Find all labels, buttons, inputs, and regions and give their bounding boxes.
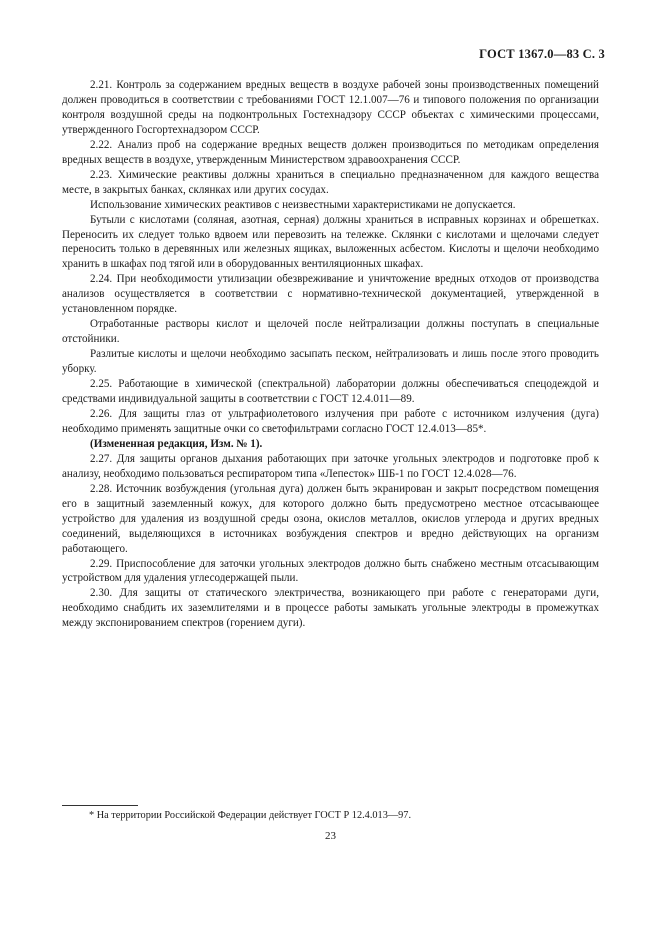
paragraph-reagents-note: Использование химических реактивов с неизвестными характеристиками не допускается.	[90, 198, 516, 211]
paragraph-acid-bottles: Бутыли с кислотами (соляная, азотная, серная) должны храниться в исправных корзинах и обрешетках. Переносить их следует только вдвоем или перевозить на тележке. Склянки с кислотами и щелочами следует переносить только в деревянных или железных ящиках, выложенных асбестом. Кислоты и щелочи необходимо хранить в шкафах под тягой или в оборудованных вентиляционных шкафах.	[62, 213, 599, 271]
paragraph-spill-cleanup: Разлитые кислоты и щелочи необходимо засыпать песком, нейтрализовать и лишь после этого проводить уборку.	[62, 348, 599, 376]
paragraph-2-28: 2.28. Источник возбуждения (угольная дуга) должен быть экранирован и закрыт посредством помещения его в защитный заземленный кожух, для которого должно быть предусмотрено местное отсасывающее устройство для удаления из воздушной среды озона, окислов металлов, окислов углерода и других вредных соединений, выделяющихся в источниках возбуждения спектров и вредно действующих на организм работающего.	[62, 482, 599, 555]
paragraph-2-23: 2.23. Химические реактивы должны храниться в специально предназначенном для каждого вещества месте, в закрытых банках, склянках или других сосудах.	[62, 168, 599, 196]
paragraph-2-22: 2.22. Анализ проб на содержание вредных веществ должен производиться по методикам определения вредных веществ в воздухе, утвержденным Министерством здравоохранения СССР.	[62, 138, 599, 166]
footnote: * На территории Российской Федерации действует ГОСТ Р 12.4.013—97.	[89, 810, 412, 821]
paragraph-2-21: 2.21. Контроль за содержанием вредных веществ в воздухе рабочей зоны производственных помещений должен проводиться в соответствии с требованиями ГОСТ 12.1.007—76 и типового положения по организации контроля воздушной среды на подконтрольных Гостехнадзору СССР объектах с химическими процессами, утвержденного Госгортехнадзором СССР.	[62, 79, 599, 136]
running-header: ГОСТ 1367.0—83 С. 3	[479, 47, 605, 61]
page-number: 23	[325, 830, 336, 842]
paragraph-2-24: 2.24. При необходимости утилизации обезвреживание и уничтожение вредных отходов от производства анализов осуществляется в соответствии с нормативно-технической документацией, утвержденной в установленном порядке.	[62, 273, 599, 316]
paragraph-2-25: 2.25. Работающие в химической (спектральной) лаборатории должны обеспечиваться спецодеждой и средствами индивидуальной защиты в соответствии с ГОСТ 12.4.011—89.	[62, 378, 599, 406]
paragraph-waste-solutions: Отработанные растворы кислот и щелочей после нейтрализации должны поступать в специальные отстойники.	[62, 318, 599, 346]
amendment-note: (Измененная редакция, Изм. № 1).	[90, 437, 263, 450]
footnote-divider	[62, 805, 138, 806]
paragraph-2-26: 2.26. Для защиты глаз от ультрафиолетового излучения при работе с источником излучения (дуга) необходимо применять защитные очки со светофильтрами согласно ГОСТ 12.4.013—85*.	[62, 407, 599, 435]
paragraph-2-29: 2.29. Приспособление для заточки угольных электродов должно быть снабжено местным отсасывающим устройством для удаления углесодержащей пыли.	[62, 557, 599, 585]
document-body	[62, 78, 599, 631]
paragraph-2-27: 2.27. Для защиты органов дыхания работающих при заточке угольных электродов и подготовке проб к анализу, необходимо пользоваться респиратором типа «Лепесток» ШБ-1 по ГОСТ 12.4.028—76.	[62, 452, 599, 480]
paragraph-2-30: 2.30. Для защиты от статического электричества, возникающего при работе с генераторами дуги, необходимо снабдить их заземлителями и в процессе работы замыкать угольные электроды в промежутках между экспонированием спектров (горением дуги).	[62, 587, 599, 630]
